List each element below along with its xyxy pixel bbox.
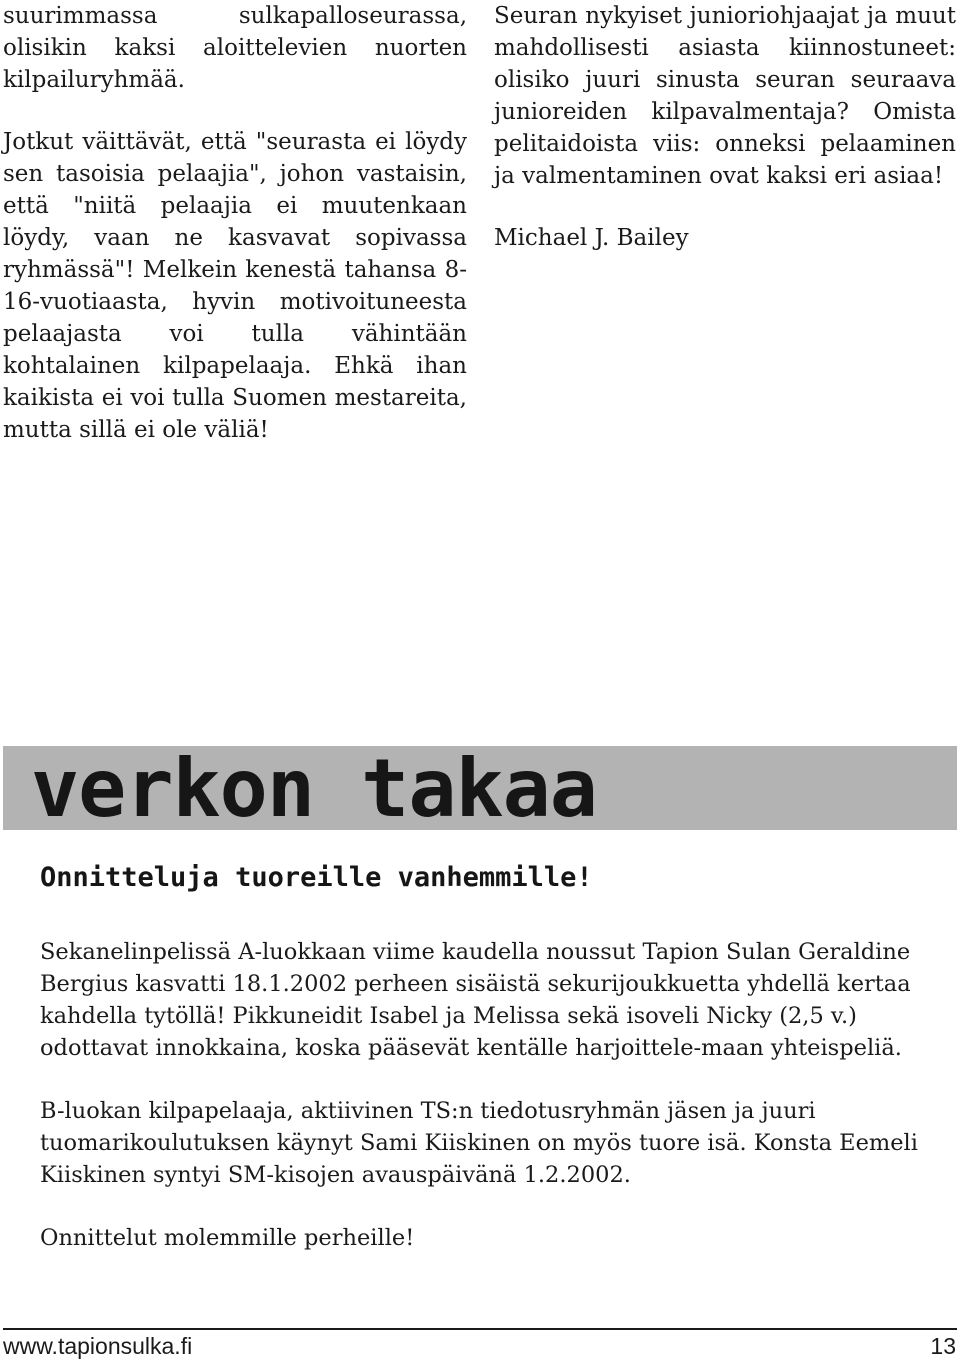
right-column xyxy=(494,0,956,254)
footer-website: www.tapionsulka.fi xyxy=(3,1333,193,1359)
right-paragraph-1: Seuran nykyiset junioriohjaajat ja muut mahdollisesti asiasta kiinnostuneet: olisiko juuri sinusta seuran seuraava junioreiden kilpavalmentaja? Omista pelitaidoista viis: onneksi pelaaminen ja valmentaminen ovat kaksi eri asiaa! xyxy=(494,3,956,189)
article-paragraph-3: Onnittelut molemmille perheille! xyxy=(40,1225,415,1251)
paragraph-gap xyxy=(3,96,467,126)
left-paragraph-2: Jotkut väittävät, että "seurasta ei löydy sen tasoisia pelaajia", johon vastaisin, että "niitä pelaajia ei muutenkaan löydy, vaan ne kasvavat sopivassa ryhmässä"! Melkein kenestä tahansa 8-16-vuotiaasta, hyvin motivoituneesta pelaajasta voi tulla vähintään kohtalainen kilpapelaaja. Ehkä ihan kaikista ei voi tulla Suomen mestareita, mutta sillä ei ole väliä! xyxy=(3,129,467,443)
section-title: verkon takaa xyxy=(31,742,597,835)
left-paragraph-1: suurimmassa sulkapalloseurassa, olisikin kaksi aloittelevien nuorten kilpailuryhmää. xyxy=(3,3,467,93)
article-body xyxy=(40,936,920,1285)
author-signature: Michael J. Bailey xyxy=(494,225,689,251)
article-paragraph-1: Sekanelinpelissä A-luokkaan viime kaudella noussut Tapion Sulan Geraldine Bergius kasvatti 18.1.2002 perheen sisäistä sekurijoukkuetta yhdellä kertaa kahdella tytöllä! Pikkuneidit Isabel ja Melissa sekä isoveli Nicky (2,5 v.) odottavat innokkaina, koska pääsevät kentälle harjoittele-maan yhteispeliä. xyxy=(40,939,911,1061)
page-number: 13 xyxy=(930,1333,956,1359)
article-paragraph-2: B-luokan kilpapelaaja, aktiivinen TS:n tiedotusryhmän jäsen ja juuri tuomarikoulutuksen käynyt Sami Kiiskinen on myös tuore isä. Konsta Eemeli Kiiskinen syntyi SM-kisojen avauspäivänä 1.2.2002. xyxy=(40,1098,918,1188)
paragraph-gap xyxy=(494,192,956,222)
left-column xyxy=(3,0,467,446)
article-subheading: Onnitteluja tuoreille vanhemmille! xyxy=(40,862,593,893)
footer-divider xyxy=(3,1328,957,1330)
